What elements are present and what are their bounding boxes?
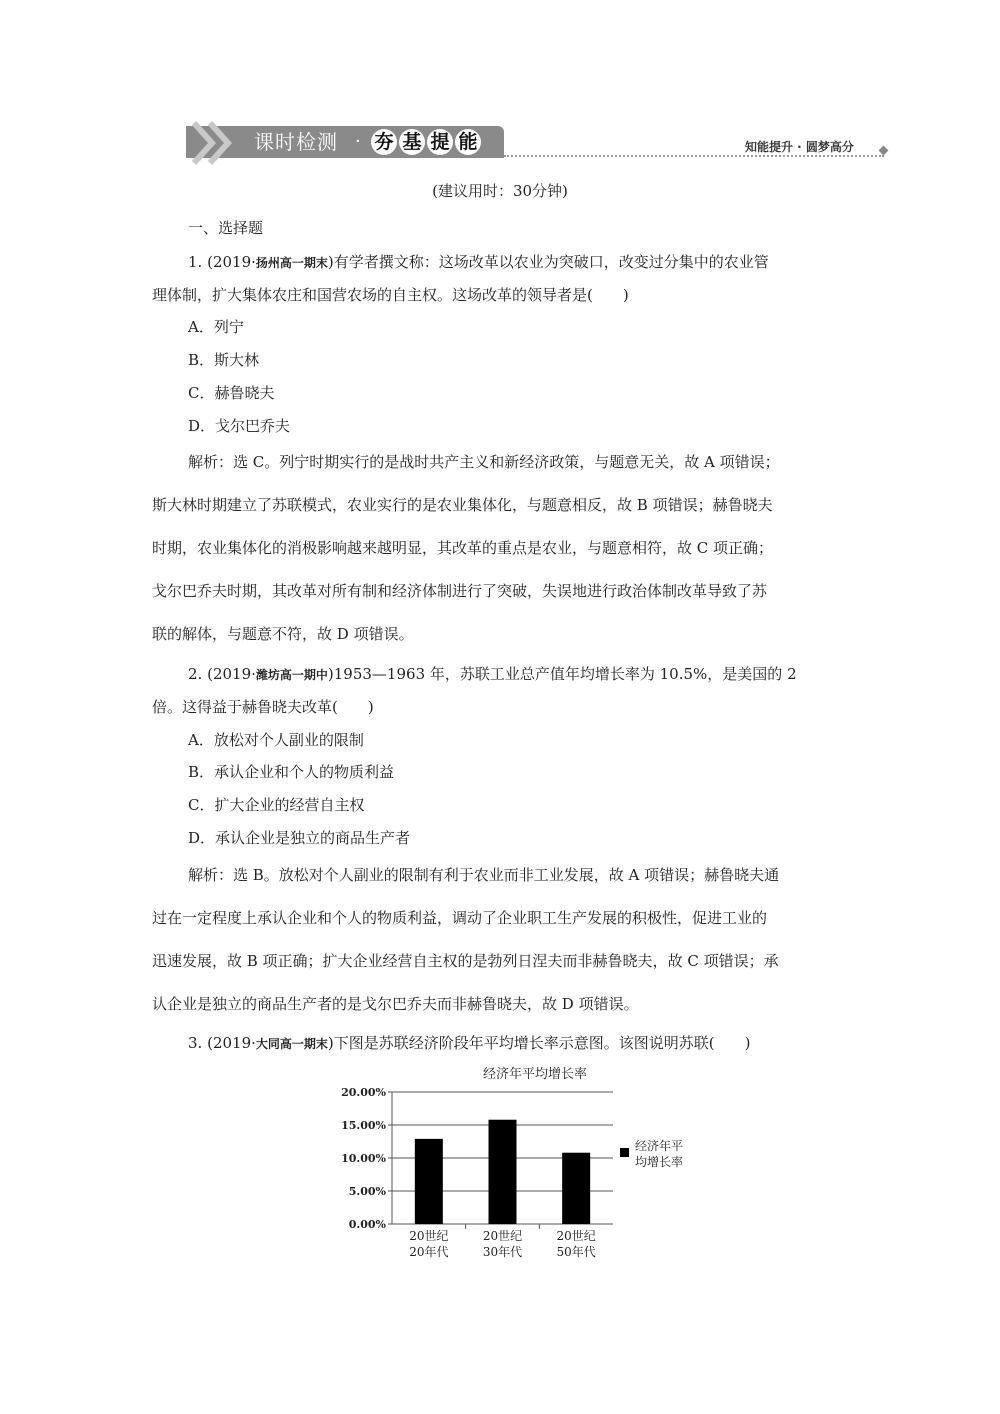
x-tick-label: 50年代 (556, 1245, 596, 1259)
x-tick-label: 20世纪 (556, 1229, 596, 1243)
option-d[interactable]: D．承认企业是独立的商品生产者 (188, 829, 411, 847)
diamond-icon (879, 146, 889, 156)
chart-legend (620, 1138, 683, 1169)
chart-bars (415, 1120, 590, 1224)
option-a[interactable]: A．列宁 (188, 318, 244, 336)
x-tick-label: 30年代 (482, 1245, 523, 1259)
y-tick-label: 15.00% (341, 1119, 386, 1132)
analysis-line: 解析：选 C。列宁时期实行的是战时共产主义和新经济政策，与题意无关，故 A 项错误； (188, 453, 780, 471)
question-stem-line: 有学者撰文称：这场改革以农业为突破口，改变过分集中的农业管 (333, 253, 769, 271)
question-source: 潍坊高一期中 (255, 668, 328, 682)
question-number: 3. (188, 1034, 203, 1052)
header-divider (504, 155, 884, 157)
bar (562, 1153, 590, 1224)
bar (489, 1120, 517, 1224)
question-source-prefix: (2019· (207, 665, 256, 683)
analysis-line: 过在一定程度上承认企业和个人的物质利益，调动了企业职工生产发展的积极性，促进工业的 (152, 909, 768, 927)
banner-badge: 基 (399, 129, 425, 155)
question-1-stem: 1. (2019·扬州高一期末)有学者撰文称：这场改革以农业为突破口，改变过分集中的农业管 (188, 253, 769, 271)
y-tick-label: 20.00% (341, 1086, 386, 1099)
section-title: 一、选择题 (188, 219, 264, 237)
analysis-line: 时期，农业集体化的消极影响越来越明显，其改革的重点是农业，与题意相符，故 C 项正确； (152, 539, 774, 557)
analysis-line: 认企业是独立的商品生产者的是戈尔巴乔夫而非赫鲁晓夫，故 D 项错误。 (152, 995, 639, 1013)
suggested-time: (建议用时：30分钟) (432, 182, 568, 200)
question-stem-line: )1953—1963 年，苏联工业总产值年均增长率为 10.5%，是美国的 2 (327, 665, 797, 683)
chart-y-ticks (341, 1086, 386, 1231)
x-tick-label: 20年代 (409, 1245, 449, 1259)
option-d[interactable]: D．戈尔巴乔夫 (188, 417, 291, 435)
analysis-line: 戈尔巴乔夫时期，其改革对所有制和经济体制进行了突破，失误地进行政治体制改革导致了苏 (152, 582, 768, 600)
header-slogan: 知能提升 · 圆梦高分 (745, 140, 854, 154)
analysis-line: 迅速发展，故 B 项正确；扩大企业经营自主权的是勃列日涅夫而非赫鲁晓夫，故 C 项错误；承 (152, 952, 779, 970)
banner-badge: 提 (427, 129, 453, 155)
question-source-prefix: (2019· (207, 253, 256, 271)
legend-label: 均增长率 (635, 1155, 684, 1169)
banner-badge: 夯 (371, 129, 397, 155)
bar (415, 1139, 443, 1224)
x-tick-label: 20世纪 (409, 1229, 449, 1243)
chart-x-labels (409, 1228, 596, 1259)
question-2-stem (188, 664, 797, 685)
y-tick-label: 0.00% (348, 1218, 386, 1231)
legend-swatch (620, 1148, 629, 1157)
option-c[interactable]: C．赫鲁晓夫 (188, 384, 275, 402)
question-source: 扬州高一期末 (255, 256, 328, 270)
double-chevron-icon (190, 121, 240, 165)
option-c[interactable]: C．扩大企业的经营自主权 (188, 796, 365, 814)
option-b[interactable]: B．承认企业和个人的物质利益 (188, 763, 395, 781)
option-a[interactable]: A．放松对个人副业的限制 (188, 731, 364, 749)
question-source: 大同高一期末 (255, 1037, 328, 1051)
question-number: 1. (188, 253, 203, 271)
question-stem-line: 倍。这得益于赫鲁晓夫改革( ) (152, 698, 374, 716)
question-source-prefix: (2019· (207, 1034, 256, 1052)
question-3-stem (188, 1033, 750, 1054)
question-stem-line: )下图是苏联经济阶段年平均增长率示意图。该图说明苏联( ) (327, 1034, 751, 1052)
banner-title: 课时检测 (254, 130, 338, 154)
analysis-line: 联的解体，与题意不符，故 D 项错误。 (152, 625, 414, 643)
y-tick-label: 10.00% (341, 1152, 386, 1165)
option-b[interactable]: B．斯大林 (188, 351, 260, 369)
analysis-line: 解析：选 B。放松对个人副业的限制有利于农业而非工业发展，故 A 项错误；赫鲁晓夫通 (188, 866, 780, 884)
chart-svg (330, 1060, 710, 1270)
banner-badge: 能 (455, 129, 481, 155)
question-number: 2. (188, 665, 203, 683)
chart-title: 经济年平均增长率 (482, 1067, 588, 1082)
question-stem-line: 理体制，扩大集体农庄和国营农场的自主权。这场改革的领导者是( ) (152, 286, 629, 304)
y-tick-label: 5.00% (348, 1185, 386, 1198)
banner-separator: · (355, 131, 361, 152)
legend-label: 经济年平 (635, 1139, 684, 1153)
growth-rate-chart (330, 1060, 710, 1270)
x-tick-label: 20世纪 (482, 1229, 523, 1243)
analysis-line: 斯大林时期建立了苏联模式，农业实行的是农业集体化，与题意相反，故 B 项错误；赫鲁晓夫 (152, 496, 773, 514)
banner-badges (371, 129, 481, 155)
